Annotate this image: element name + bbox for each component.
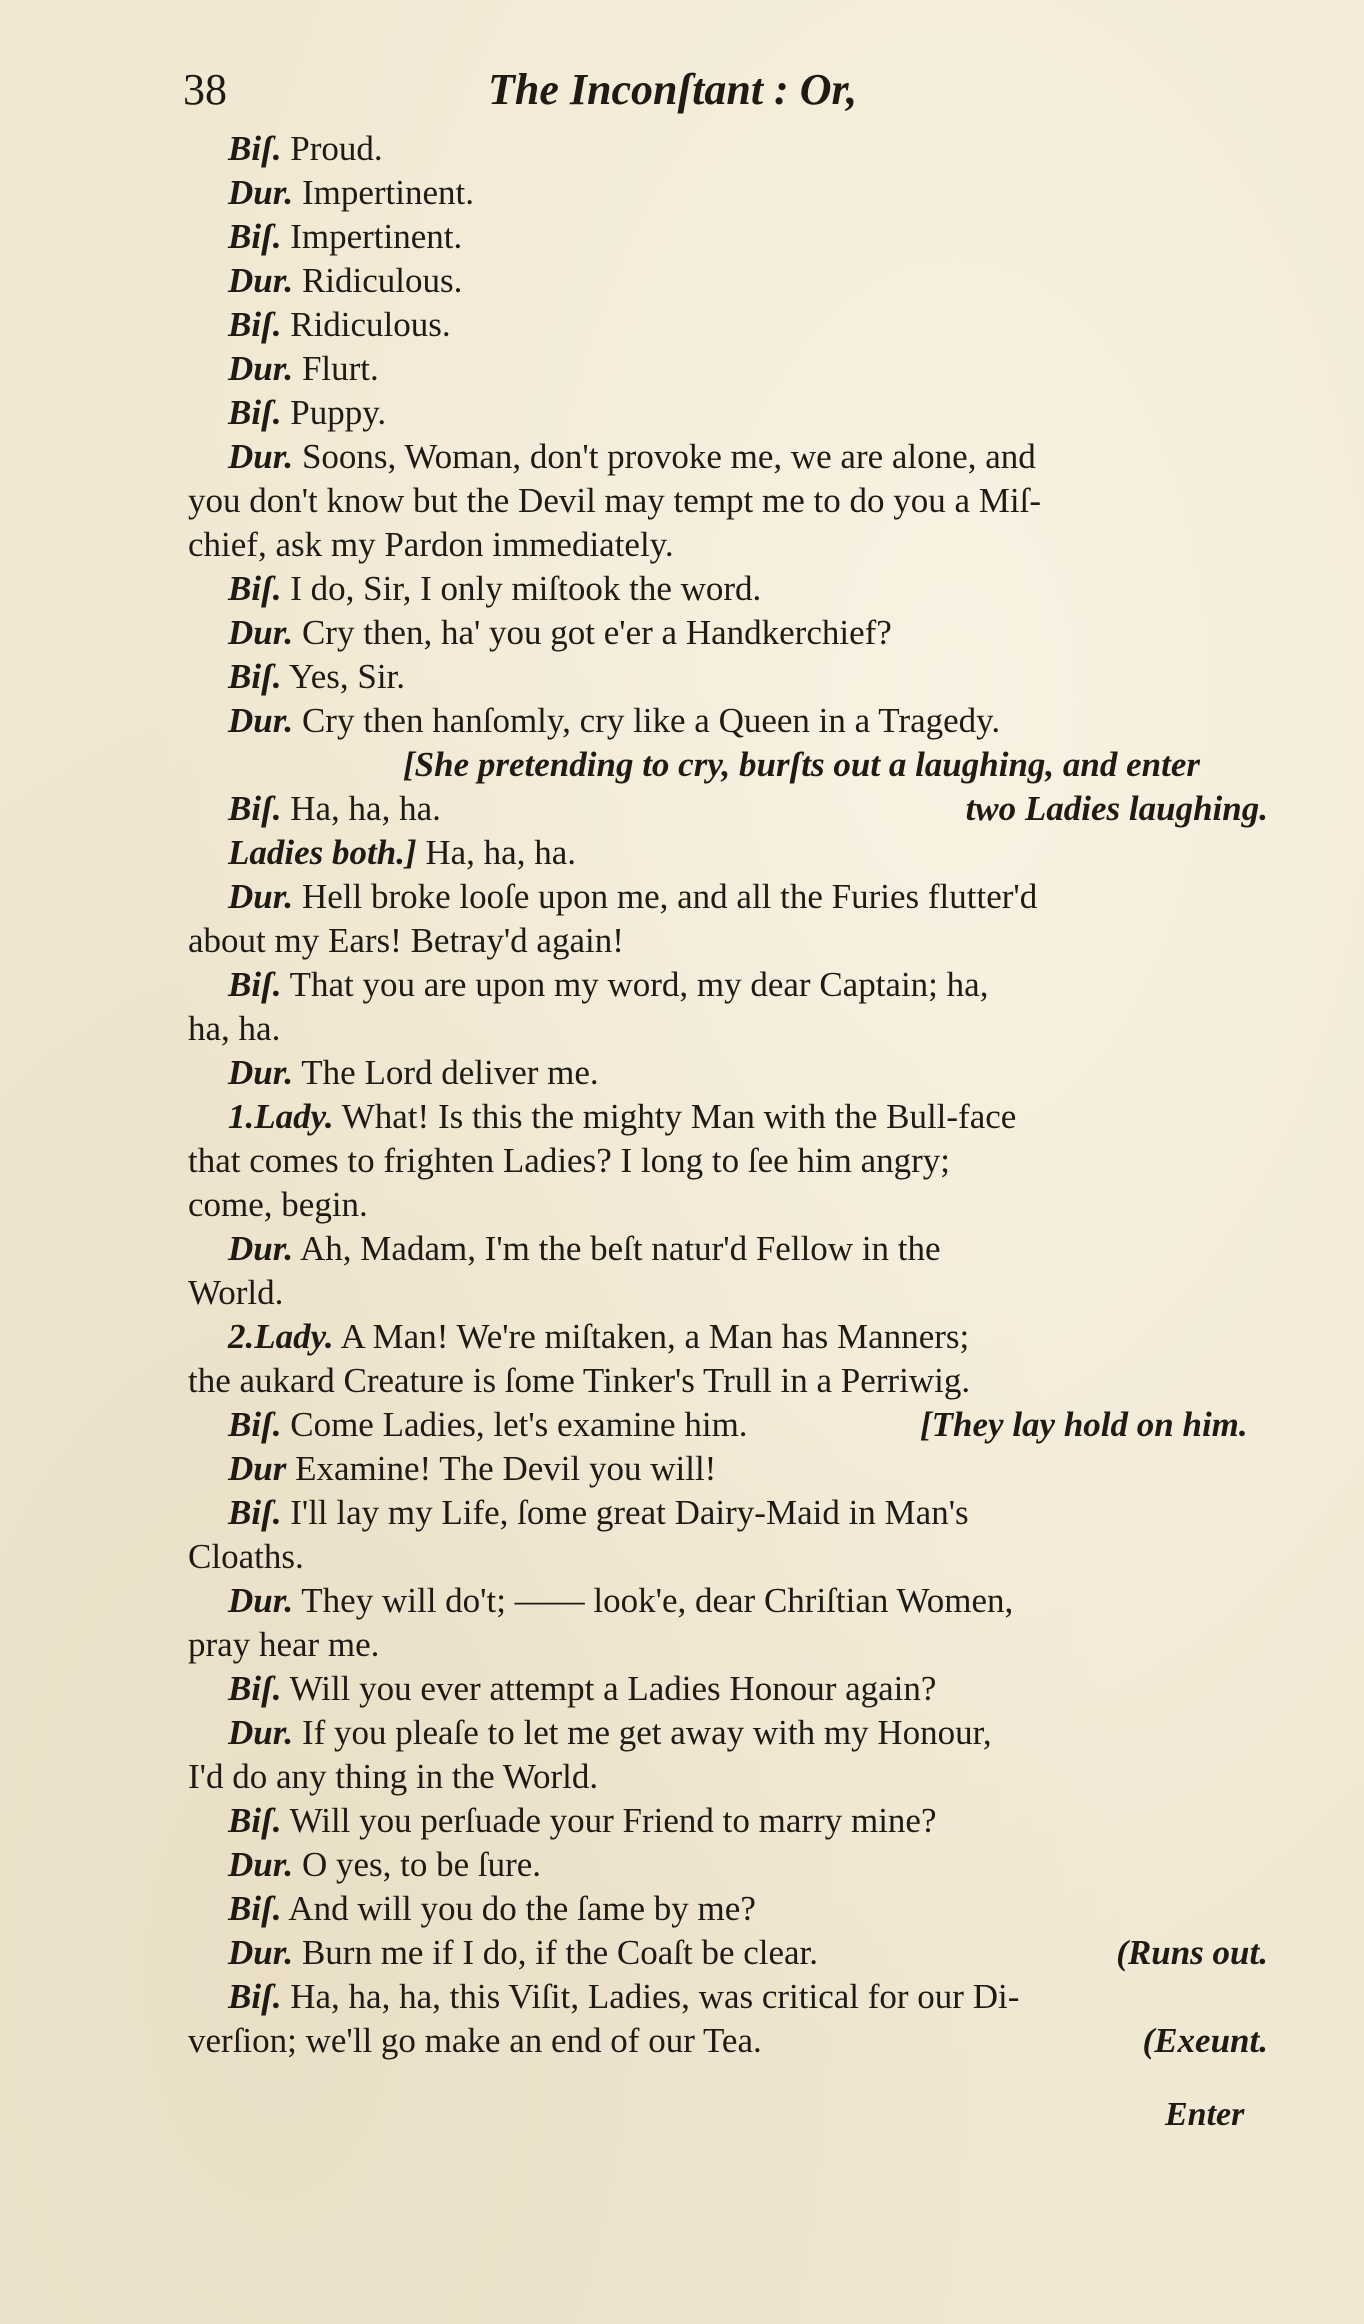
speaker-name: Dur. <box>228 1933 294 1972</box>
dialogue-text: Ridiculous. <box>281 305 451 344</box>
text-line <box>188 1579 1268 1623</box>
text-line <box>188 1667 1268 1711</box>
speaker-name: Dur. <box>228 1713 294 1752</box>
dialogue-text: chief, ask my Pardon immediately. <box>188 525 674 564</box>
page-number: 38 <box>183 65 227 114</box>
dialogue-text: The Lord deliver me. <box>293 1053 599 1092</box>
text-line <box>188 1975 1268 2019</box>
speaker-name: Biſ. <box>228 393 282 432</box>
text-line <box>188 259 1268 303</box>
speaker-name: Biſ. <box>228 965 282 1004</box>
dialogue-text: come, begin. <box>188 1185 368 1224</box>
running-title: The Inconſtant : Or, <box>488 65 858 114</box>
dialogue-text: ha, ha. <box>188 1009 281 1048</box>
text-line <box>188 1447 1268 1491</box>
stage-direction: (Exeunt. <box>1142 2021 1268 2060</box>
dialogue-text: I'll lay my Life, ſome great Dairy-Maid in Man's <box>281 1493 969 1532</box>
text-line <box>188 127 1268 171</box>
text-line <box>188 1183 1268 1227</box>
stage-direction: [She pretending to cry, burſts out a laughing, and enter <box>403 745 1201 784</box>
dialogue-text: A Man! We're miſtaken, a Man has Manners; <box>333 1317 970 1356</box>
speaker-name: Dur. <box>228 1229 294 1268</box>
text-line <box>188 215 1268 259</box>
speaker-name: Dur. <box>228 261 294 300</box>
speaker-name: Biſ. <box>228 217 282 256</box>
dialogue-text: Ha, ha, ha. <box>416 833 576 872</box>
text-line <box>188 435 1268 479</box>
dialogue-text: If you pleaſe to let me get away with my Honour, <box>293 1713 992 1752</box>
speaker-name: Biſ. <box>228 1493 282 1532</box>
text-line <box>188 479 1268 523</box>
speaker-name: Biſ. <box>228 789 282 828</box>
text-line <box>188 523 1268 567</box>
dialogue-text: World. <box>188 1273 284 1312</box>
dialogue-text: you don't know but the Devil may tempt me to do you a Miſ- <box>188 481 1042 520</box>
text-line <box>188 1931 1268 1975</box>
dialogue-text: Ha, ha, ha, this Viſit, Ladies, was critical for our Di- <box>281 1977 1020 2016</box>
text-line <box>188 1227 1268 1271</box>
dialogue-text: Come Ladies, let's examine him. <box>281 1405 757 1444</box>
dialogue-text: Will you ever attempt a Ladies Honour again? <box>281 1669 937 1708</box>
text-line <box>188 1095 1268 1139</box>
dialogue-text: Ah, Madam, I'm the beſt natur'd Fellow in the <box>293 1229 941 1268</box>
page-header <box>183 60 1183 120</box>
text-line <box>188 1139 1268 1183</box>
speaker-name: Dur. <box>228 877 294 916</box>
dialogue-text: Yes, Sir. <box>281 657 406 696</box>
dialogue-text: Proud. <box>281 129 383 168</box>
dialogue-text: I'd do any thing in the World. <box>188 1757 599 1796</box>
dialogue-text: Impertinent. <box>293 173 474 212</box>
text-line <box>188 1711 1268 1755</box>
speaker-name: Dur. <box>228 349 294 388</box>
dialogue-text: That you are upon my word, my dear Captain; ha, <box>281 965 989 1004</box>
text-line <box>188 567 1268 611</box>
speaker-name: Dur. <box>228 1581 294 1620</box>
text-line <box>188 1403 1268 1447</box>
stage-direction: [They lay hold on him. <box>920 1405 1248 1444</box>
speaker-name: Dur. <box>228 701 294 740</box>
speaker-name: Biſ. <box>228 569 282 608</box>
dialogue-text: Soons, Woman, don't provoke me, we are alone, and <box>293 437 1036 476</box>
text-line <box>188 1535 1268 1579</box>
dialogue-text: Burn me if I do, if the Coaſt be clear. <box>293 1933 819 1972</box>
dialogue-text: Will you perſuade your Friend to marry mine? <box>281 1801 937 1840</box>
speaker-name: Biſ. <box>228 1801 282 1840</box>
dialogue-text: Examine! The Devil you will! <box>286 1449 717 1488</box>
dialogue-text: that comes to frighten Ladies? I long to ſee him angry; <box>188 1141 951 1180</box>
text-line <box>188 1315 1268 1359</box>
speaker-name: Biſ. <box>228 1405 282 1444</box>
text-line <box>188 1271 1268 1315</box>
text-line <box>188 699 1268 743</box>
text-line <box>188 743 1268 787</box>
speaker-name: Dur. <box>228 613 294 652</box>
text-line <box>188 919 1268 963</box>
text-line <box>188 347 1268 391</box>
text-line <box>188 1623 1268 1667</box>
speaker-name: Biſ. <box>228 1977 282 2016</box>
dialogue-text: pray hear me. <box>188 1625 380 1664</box>
text-line <box>188 1755 1268 1799</box>
text-line <box>188 831 1268 875</box>
speaker-name: Dur. <box>228 1845 294 1884</box>
speaker-name: 1.Lady. <box>228 1097 334 1136</box>
dialogue-text: What! Is this the mighty Man with the Bull-face <box>333 1097 1017 1136</box>
text-line <box>188 611 1268 655</box>
text-line <box>188 391 1268 435</box>
speaker-name: 2.Lady. <box>228 1317 334 1356</box>
text-line <box>188 171 1268 215</box>
speaker-name: Biſ. <box>228 1669 282 1708</box>
dialogue-text: I do, Sir, I only miſtook the word. <box>281 569 762 608</box>
dialogue-text: O yes, to be ſure. <box>293 1845 542 1884</box>
text-line <box>188 1887 1268 1931</box>
speaker-name: Dur. <box>228 1053 294 1092</box>
text-line <box>188 303 1268 347</box>
dialogue-text: Cry then, ha' you got e'er a Handkerchief? <box>293 613 892 652</box>
stage-direction: (Runs out. <box>1116 1933 1268 1972</box>
dialogue-text: Ha, ha, ha. <box>281 789 441 828</box>
text-line <box>188 1799 1268 1843</box>
dialogue-text: Puppy. <box>281 393 387 432</box>
speaker-name: Dur. <box>228 437 294 476</box>
text-line <box>188 963 1268 1007</box>
dialogue-text: And will you do the ſame by me? <box>281 1889 756 1928</box>
dialogue-text: about my Ears! Betray'd again! <box>188 921 624 960</box>
text-line <box>188 1007 1268 1051</box>
text-line <box>188 2019 1268 2063</box>
text-line <box>188 1359 1268 1403</box>
dialogue-text: the aukard Creature is ſome Tinker's Trull in a Perriwig. <box>188 1361 971 1400</box>
dialogue-text: Hell broke looſe upon me, and all the Furies flutter'd <box>293 877 1038 916</box>
dialogue-text: Impertinent. <box>281 217 463 256</box>
play-text <box>188 127 1268 2063</box>
stage-direction: two Ladies laughing. <box>965 789 1268 828</box>
speaker-name: Ladies both.] <box>228 833 417 872</box>
speaker-name: Dur. <box>228 173 294 212</box>
text-line <box>188 1491 1268 1535</box>
dialogue-text: Cry then hanſomly, cry like a Queen in a Tragedy. <box>293 701 1001 740</box>
text-line <box>188 1051 1268 1095</box>
speaker-name: Biſ. <box>228 1889 282 1928</box>
dialogue-text: They will do't; —— look'e, dear Chriſtian Women, <box>293 1581 1014 1620</box>
dialogue-text: Flurt. <box>293 349 379 388</box>
speaker-name: Biſ. <box>228 305 282 344</box>
dialogue-text: verſion; we'll go make an end of our Tea. <box>188 2021 762 2060</box>
speaker-name: Biſ. <box>228 657 282 696</box>
speaker-name: Dur <box>228 1449 287 1488</box>
text-line <box>188 655 1268 699</box>
catchword: Enter <box>1165 2096 1245 2133</box>
text-line <box>188 787 1268 831</box>
speaker-name: Biſ. <box>228 129 282 168</box>
dialogue-text: Cloaths. <box>188 1537 304 1576</box>
dialogue-text: Ridiculous. <box>293 261 463 300</box>
text-line <box>188 875 1268 919</box>
text-line <box>188 1843 1268 1887</box>
